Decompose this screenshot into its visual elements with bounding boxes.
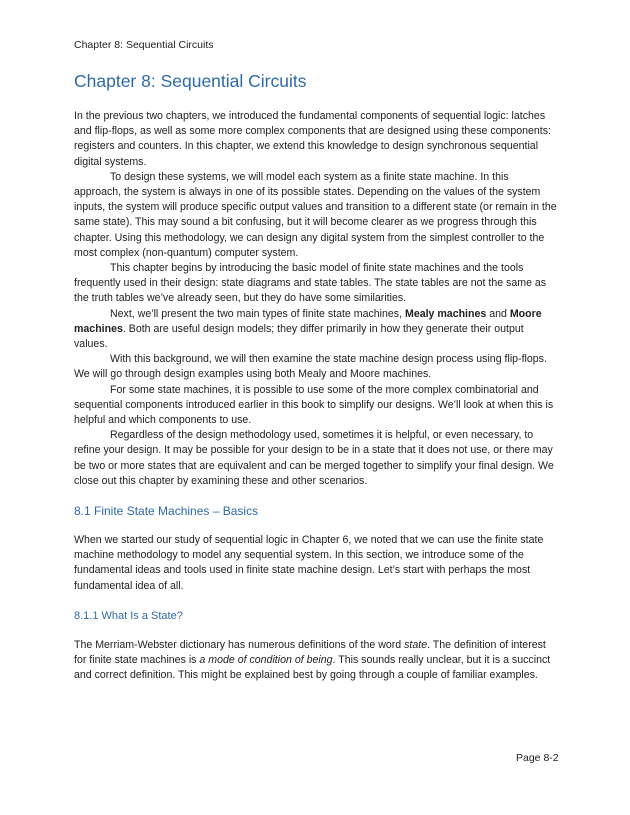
page-number: Page 8-2 [516, 752, 559, 764]
section-paragraph: When we started our study of sequential logic in Chapter 6, we noted that we can use the finite state machine methodology to model any sequential system. In this section, we introduce some of the fundamental ideas and tools used in finite state machine design. Let’s start with perhaps the most fundamental idea of all. [74, 534, 544, 592]
body-paragraph: This chapter begins by introducing the basic model of finite state machines and the tools frequently used in their design: state diagrams and state tables. The state tables are not the same as the truth tables we’ve already seen, but they do have some similarities. [74, 262, 547, 305]
term-state: state [404, 638, 428, 651]
running-header: Chapter 8: Sequential Circuits [74, 39, 214, 51]
subsection-paragraph [74, 638, 558, 684]
text-run: and [486, 307, 510, 320]
text-run: . Both are useful design models; they differ primarily in how they generate their output values. [74, 322, 524, 351]
intro-paragraph: In the previous two chapters, we introduced the fundamental components of sequential logic: latches and flip-flops, as well as some more complex components that are designed using these components: registers and counters. In this chapter, we extend this knowledge to design synchronous sequential digital systems. [74, 110, 551, 168]
section-heading: 8.1 Finite State Machines – Basics [74, 504, 259, 519]
text-run: . The definition of interest for finite state machines is [74, 638, 546, 667]
body-paragraph: To design these systems, we will model each system as a finite state machine. In this approach, the system is always in one of its possible states. Depending on the values of the system inputs, the system will produce specific output values and transition to a different state (or remain in the same state). This may sound a bit confusing, but it will become clearer as we progress through this chapter. Using this methodology, we can design any digital system from the simplest controller to the most complex (non-quantum) computer system. [74, 170, 557, 259]
subsection-heading: 8.1.1 What Is a State? [74, 609, 183, 622]
text-run: The Merriam-Webster dictionary has numerous definitions of the word [74, 638, 405, 651]
page-content [74, 70, 558, 684]
term-moore-machines: Moore machines [74, 307, 542, 335]
term-mealy-machines: Mealy machines [405, 307, 487, 320]
body-paragraph: Regardless of the design methodology used, sometimes it is helpful, or even necessary, to refine your design. It may be possible for your design to be in a state that it does not use, or there may be two or more states that are equivalent and can be merged together to simplify your final design. We close out this chapter by examining these and other scenarios. [74, 429, 554, 487]
body-paragraph: For some state machines, it is possible to use some of the more complex combinatorial and sequential components introduced earlier in this book to simplify our designs. We’ll look at when this is helpful and which components to use. [74, 383, 554, 427]
chapter-title: Chapter 8: Sequential Circuits [74, 71, 307, 91]
definition-quote: a mode of condition of being [199, 654, 333, 667]
text-run: . This sounds really unclear, but it is a succinct and correct definition. This might be explained best by going through a couple of familiar examples. [74, 654, 551, 682]
body-paragraph-machine-types [74, 307, 558, 353]
body-paragraph: With this background, we will then examine the state machine design process using flip-flops. We will go through design examples using both Mealy and Moore machines. [74, 353, 547, 381]
text-run: Next, we’ll present the two main types of finite state machines, [110, 307, 405, 320]
